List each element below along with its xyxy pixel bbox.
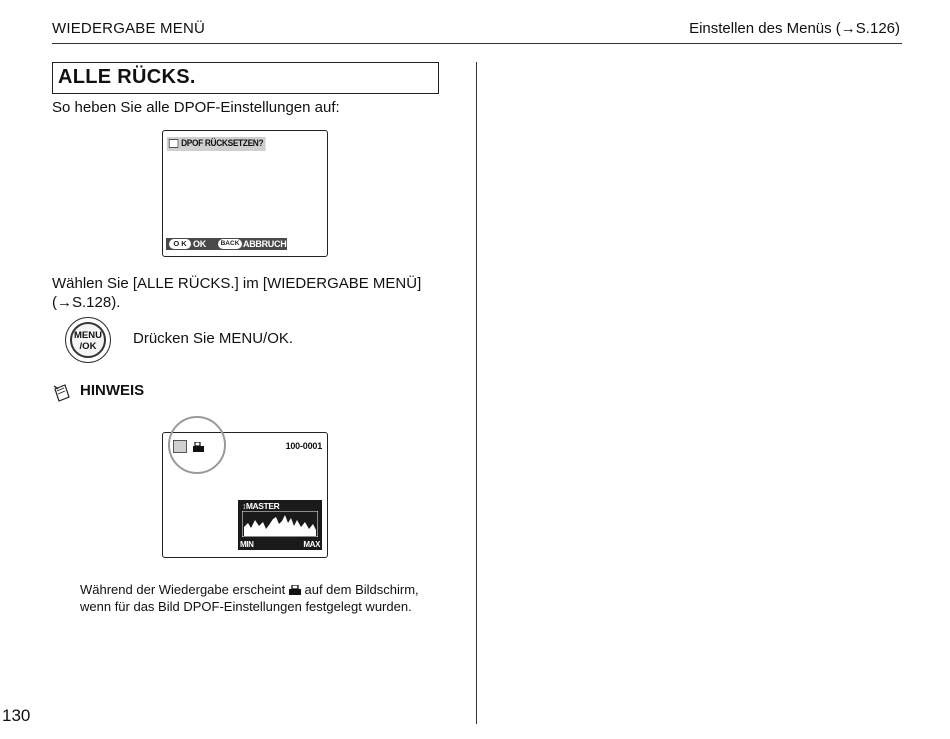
select-instruction: Wählen Sie [ALLE RÜCKS.] im [WIEDERGABE MENÜ] (→S.128). [52, 275, 422, 311]
histogram-graph [242, 511, 318, 537]
page-title-box [52, 62, 439, 94]
press-instruction: Drücken Sie MENU/OK. [133, 330, 294, 347]
dpof-reset-prompt [167, 137, 266, 151]
cancel-label: ABBRUCH [243, 239, 287, 249]
section-header: WIEDERGABE MENÜ [52, 20, 206, 37]
printer-icon [169, 139, 179, 148]
histogram-panel: ↕MASTER MIN MAX [240, 501, 320, 549]
histogram-min-label: MIN [240, 540, 254, 549]
menu-reference: Einstellen des Menüs (→S.126) [689, 20, 900, 37]
frame-number: 100-0001 [285, 441, 322, 451]
note-text-after: auf dem Bildschirm, wenn für das Bild DPOF-Einstellungen festgelegt wurden. [80, 582, 419, 614]
histogram-max-label: MAX [303, 540, 320, 549]
page-title: ALLE RÜCKS. [58, 66, 196, 88]
column-divider [476, 62, 477, 724]
note-heading: HINWEIS [80, 382, 145, 399]
ok-key-icon: O K [169, 239, 191, 249]
ok-label: OK [193, 239, 206, 249]
printer-icon [289, 585, 301, 595]
dpof-reset-label: DPOF RÜCKSETZEN? [181, 138, 264, 149]
note-text-before: Während der Wiedergabe erscheint [80, 582, 286, 597]
camera-screen-reset-prompt [162, 130, 328, 257]
note-icon [52, 383, 72, 403]
back-key-icon: BACK [218, 239, 242, 249]
header-divider [52, 43, 902, 44]
intro-text: So heben Sie alle DPOF-Einstellungen auf: [52, 99, 340, 116]
menu-ok-button-icon [65, 317, 111, 363]
histogram-title: MASTER [245, 501, 280, 511]
button-bar [166, 238, 287, 250]
page-number: 130 [2, 706, 31, 725]
menu-button-line1: MENU [74, 330, 102, 341]
menu-button-line2: /OK [79, 341, 97, 352]
highlight-circle [168, 416, 226, 474]
note-text [80, 581, 440, 615]
